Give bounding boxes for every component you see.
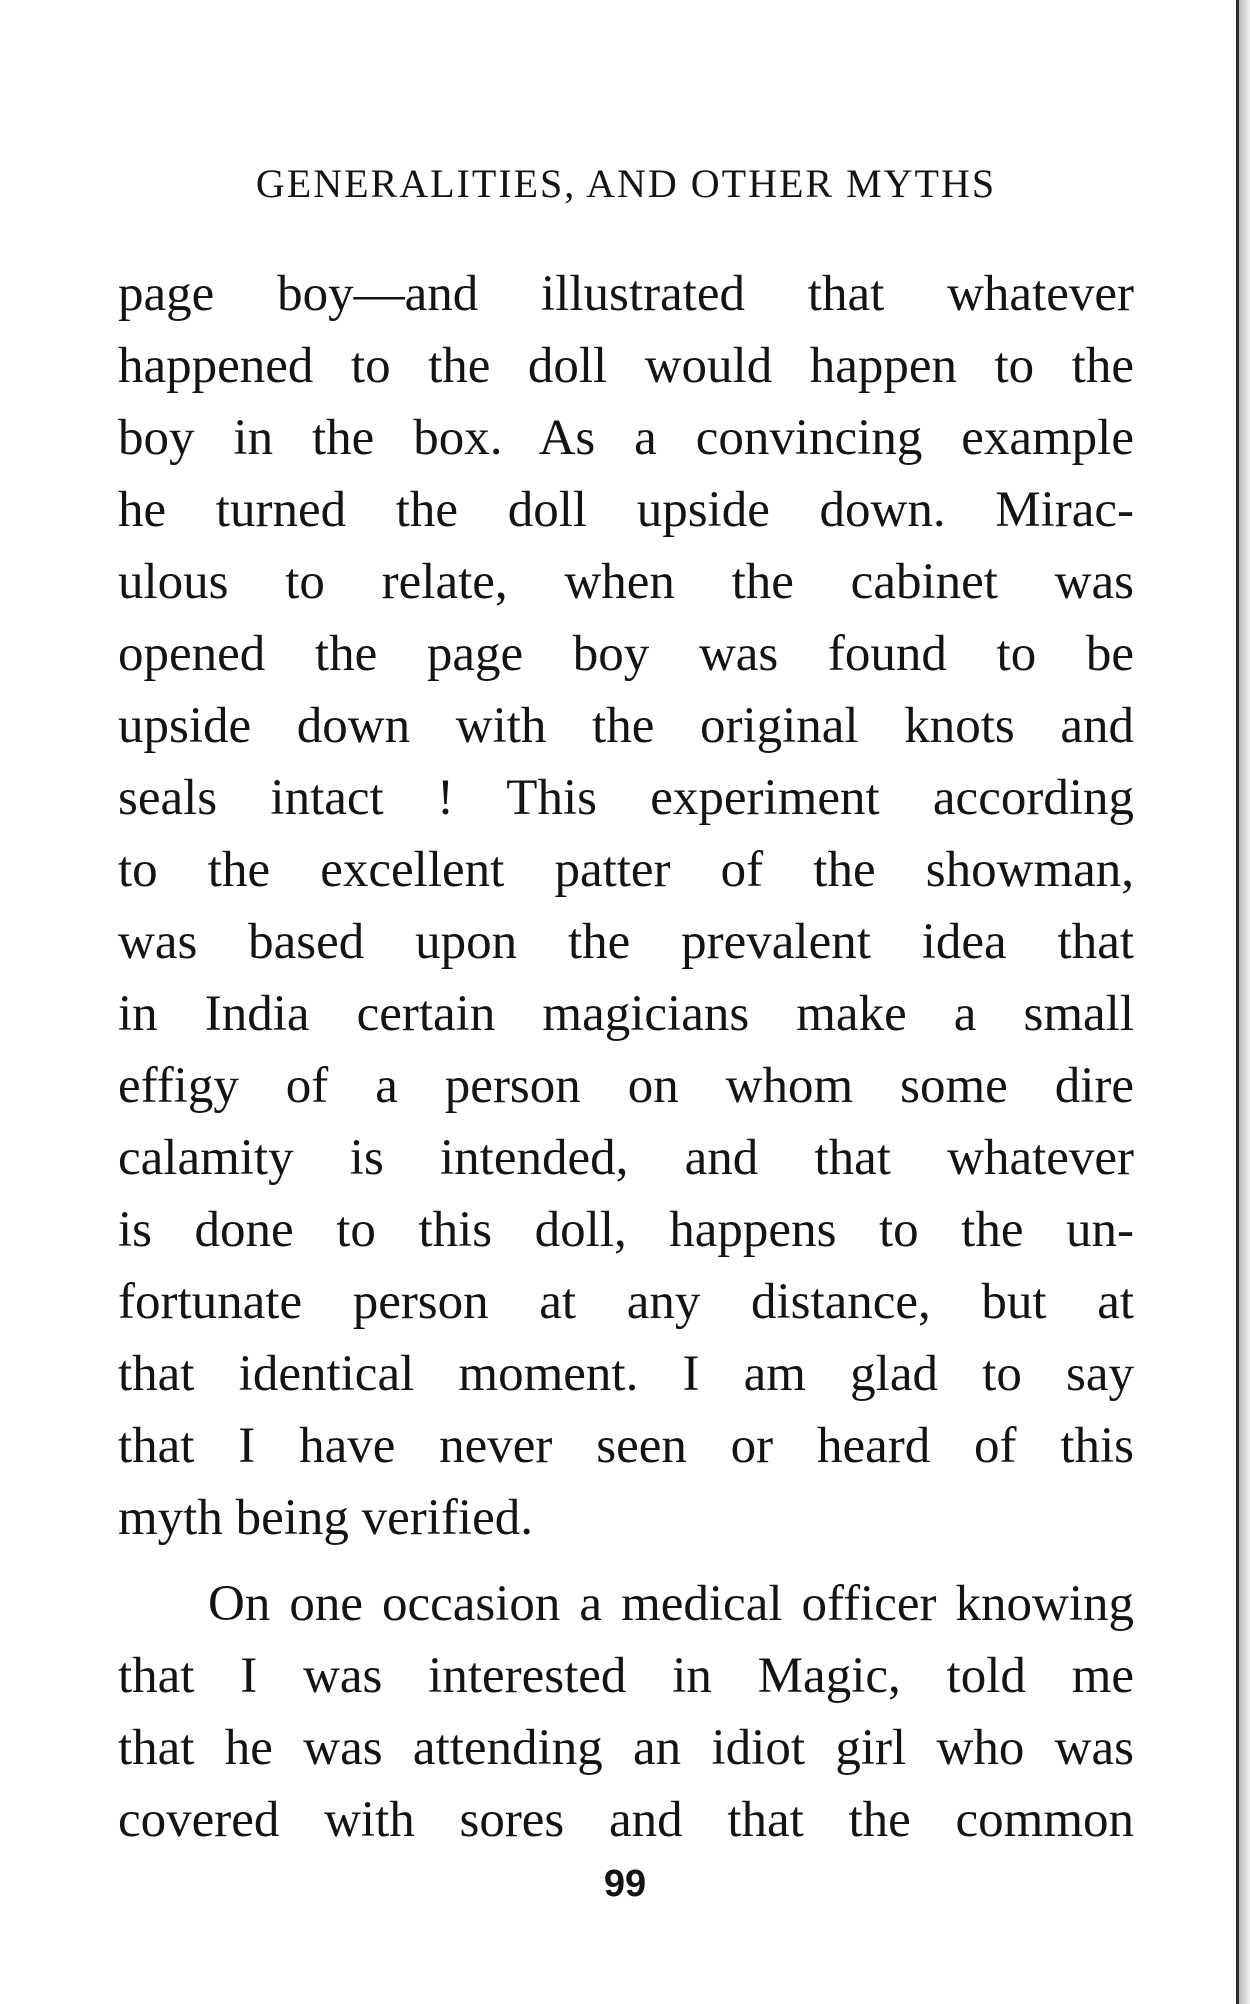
text-line: was based upon the prevalent idea that: [118, 914, 1134, 970]
text-line: he turned the doll upside down. Mirac-: [118, 482, 1134, 538]
paragraph-gap: [118, 1554, 1134, 1568]
text-line: is done to this doll, happens to the un-: [118, 1202, 1134, 1258]
body-text: [118, 258, 1134, 1856]
text-line: opened the page boy was found to be: [118, 626, 1134, 682]
text-line: effigy of a person on whom some dire: [118, 1058, 1134, 1114]
text-line: On one occasion a medical officer knowing: [208, 1576, 1134, 1632]
text-line: calamity is intended, and that whatever: [118, 1130, 1134, 1186]
running-head: GENERALITIES, AND OTHER MYTHS: [255, 161, 997, 206]
text-line: covered with sores and that the common: [118, 1792, 1134, 1848]
text-line: page boy—and illustrated that whatever: [118, 266, 1134, 322]
text-line: upside down with the original knots and: [118, 698, 1134, 754]
page-edge-shadow: [1239, 0, 1250, 2004]
text-line: ulous to relate, when the cabinet was: [118, 554, 1134, 610]
text-line: seals intact ! This experiment according: [118, 770, 1134, 826]
text-line: boy in the box. As a convincing example: [118, 410, 1134, 466]
text-line: myth being verified.: [118, 1490, 533, 1546]
text-line: fortunate person at any distance, but at: [118, 1274, 1134, 1330]
text-line: that I was interested in Magic, told me: [118, 1648, 1134, 1704]
text-line: happened to the doll would happen to the: [118, 338, 1134, 394]
text-line: that I have never seen or heard of this: [118, 1418, 1134, 1474]
text-line: that he was attending an idiot girl who was: [118, 1720, 1134, 1776]
page-number: 99: [603, 1863, 647, 1905]
text-line: in India certain magicians make a small: [118, 986, 1134, 1042]
text-line: that identical moment. I am glad to say: [118, 1346, 1134, 1402]
text-line: to the excellent patter of the showman,: [118, 842, 1134, 898]
